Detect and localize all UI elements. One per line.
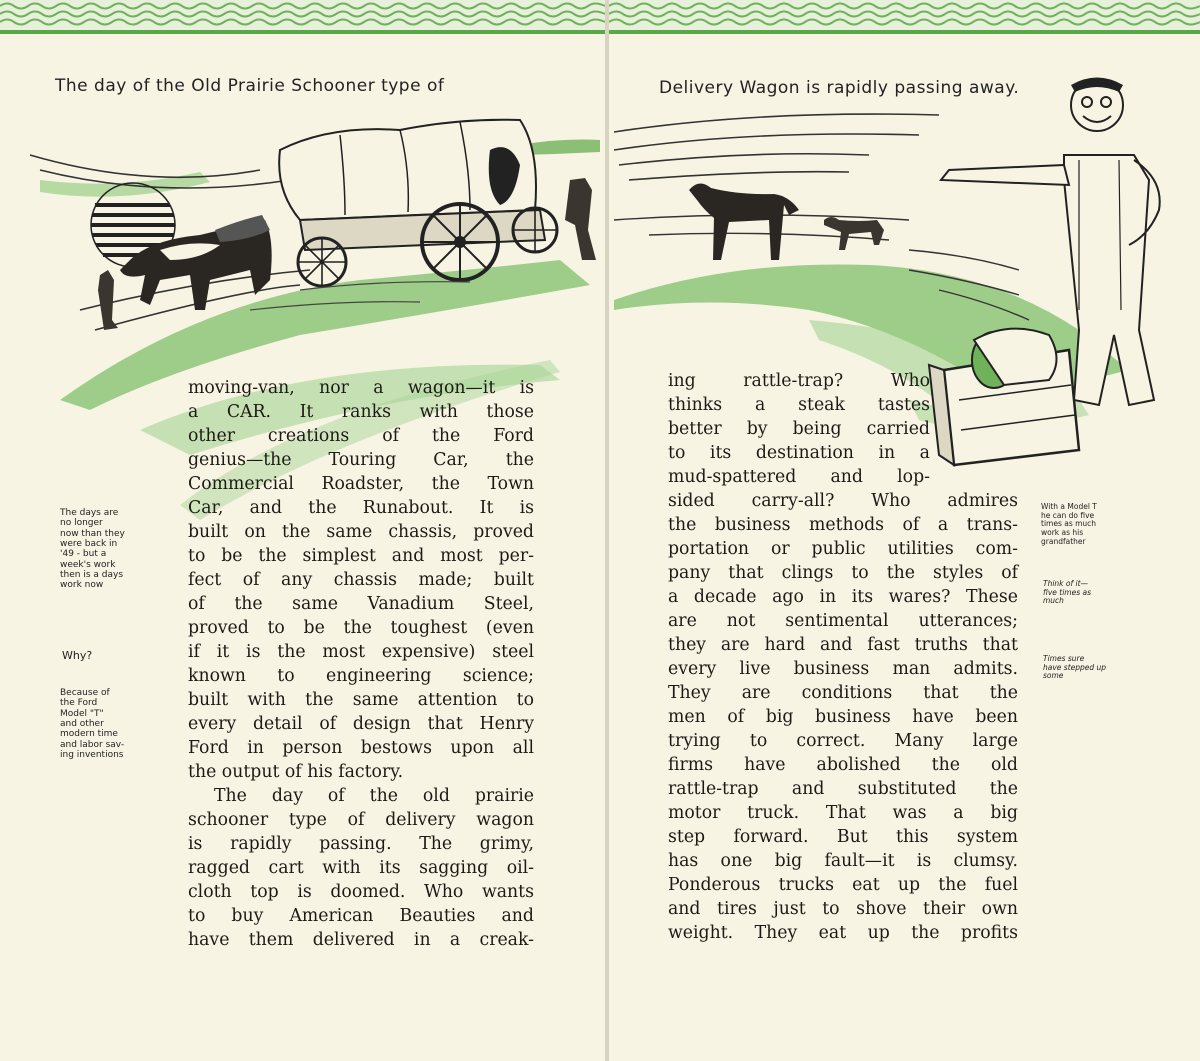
right-heading: Delivery Wagon is rapidly passing away. (659, 78, 1020, 98)
body-line: a decade ago in its wares? These (668, 587, 1018, 607)
body-line: every live business man admits. (668, 659, 1018, 679)
body-line: mud-spattered and lop- (668, 467, 930, 487)
left-body-column (188, 376, 534, 952)
right-page (609, 0, 1200, 1061)
note-line: With a Model T (1041, 502, 1097, 511)
body-line: the output of his factory. (188, 762, 404, 782)
margin-note-why: Why? (62, 649, 93, 662)
body-line: thinks a steak tastes (668, 395, 930, 415)
body-line: to its destination in a (668, 443, 930, 463)
body-line: moving-van, nor a wagon—it is (188, 378, 534, 398)
margin-note-because (60, 688, 170, 760)
note-line: the Ford (60, 698, 98, 709)
decorative-border-top (609, 0, 1200, 34)
note-line: some (1043, 671, 1064, 681)
body-line: cloth top is doomed. Who wants (188, 882, 534, 902)
body-line: has one big fault—it is clumsy. (668, 851, 1018, 871)
note-line: have stepped up (1043, 662, 1107, 672)
body-line: to buy American Beauties and (188, 906, 534, 926)
body-line: firms have abolished the old (668, 755, 1018, 775)
body-line: step forward. But this system (668, 827, 1018, 847)
body-line: are not sentimental utterances; (668, 611, 1018, 631)
note-line: times as much (1041, 519, 1097, 529)
body-line: pany that clings to the styles of (668, 563, 1018, 583)
body-line: Ponderous trucks eat up the fuel (668, 875, 1018, 895)
note-line: modern time (60, 729, 118, 740)
body-line: they are hard and fast truths that (668, 635, 1018, 655)
note-line: much (1043, 596, 1064, 606)
body-line: Car, and the Runabout. It is (188, 498, 534, 518)
body-line: the business methods of a trans- (668, 515, 1018, 535)
right-body-column (668, 369, 1018, 945)
margin-note-days (60, 508, 170, 591)
body-line: motor truck. That was a big (668, 803, 1018, 823)
note-line: Model "T" (60, 708, 104, 719)
body-line: built with the same attention to (188, 690, 534, 710)
margin-note-times (1043, 655, 1153, 681)
left-heading: The day of the Old Prairie Schooner type of (55, 76, 445, 96)
body-line: They are conditions that the (668, 683, 1018, 703)
body-line: Commercial Roadster, the Town (188, 474, 534, 494)
body-line: other creations of the Ford (188, 426, 534, 446)
body-line: schooner type of delivery wagon (188, 810, 534, 830)
note-line: '49 - but a (60, 549, 107, 560)
body-line: The day of the old prairie (214, 786, 534, 806)
note-line: The days are (60, 508, 119, 518)
body-line: to be the simplest and most per- (188, 546, 534, 566)
body-line: known to engineering science; (188, 666, 534, 686)
note-line: Because of (60, 688, 110, 698)
note-line: ing inventions (60, 750, 124, 761)
body-line: ing rattle-trap? Who (668, 371, 930, 391)
body-line: a CAR. It ranks with those (188, 402, 534, 422)
body-line: sided carry-all? Who admires (668, 491, 1018, 511)
note-line: and other (60, 719, 104, 730)
margin-note-think (1043, 580, 1143, 606)
body-line: portation or public utilities com- (668, 539, 1018, 559)
note-line: grandfather (1041, 536, 1086, 546)
margin-note-model-t (1041, 503, 1141, 546)
note-line: then is a days (60, 570, 124, 581)
body-line: better by being carried (668, 419, 930, 439)
note-line: and labor sav- (60, 739, 125, 750)
body-line: Ford in person bestows upon all (188, 738, 534, 758)
body-line: weight. They eat up the profits (668, 923, 1018, 943)
note-line: week's work (60, 559, 116, 570)
decorative-border-top (0, 0, 605, 34)
note-line: five times as (1043, 587, 1092, 597)
body-line: of the same Vanadium Steel, (188, 594, 534, 614)
note-line: now than they (60, 528, 125, 539)
body-line: rattle-trap and substituted the (668, 779, 1018, 799)
body-line: ragged cart with its sagging oil- (188, 858, 534, 878)
body-line: built on the same chassis, proved (188, 522, 534, 542)
body-line: men of big business have been (668, 707, 1018, 727)
body-line: have them delivered in a creak- (188, 930, 534, 950)
note-line: he can do five (1041, 510, 1095, 520)
body-line: and tires just to shove their own (668, 899, 1018, 919)
body-line: every detail of design that Henry (188, 714, 534, 734)
note-line: were back in (60, 539, 118, 550)
body-line: if it is the most expensive) steel (188, 642, 534, 662)
body-line: proved to be the toughest (even (188, 618, 534, 638)
note-line: work now (60, 580, 104, 591)
body-line: trying to correct. Many large (668, 731, 1018, 751)
body-line: genius—the Touring Car, the (188, 450, 534, 470)
note-line: no longer (60, 518, 103, 529)
body-line: is rapidly passing. The grimy, (188, 834, 534, 854)
body-line: fect of any chassis made; built (188, 570, 534, 590)
note-line: work as his (1041, 527, 1084, 537)
note-line: Think of it— (1043, 579, 1089, 588)
note-line: Times sure (1043, 654, 1085, 663)
